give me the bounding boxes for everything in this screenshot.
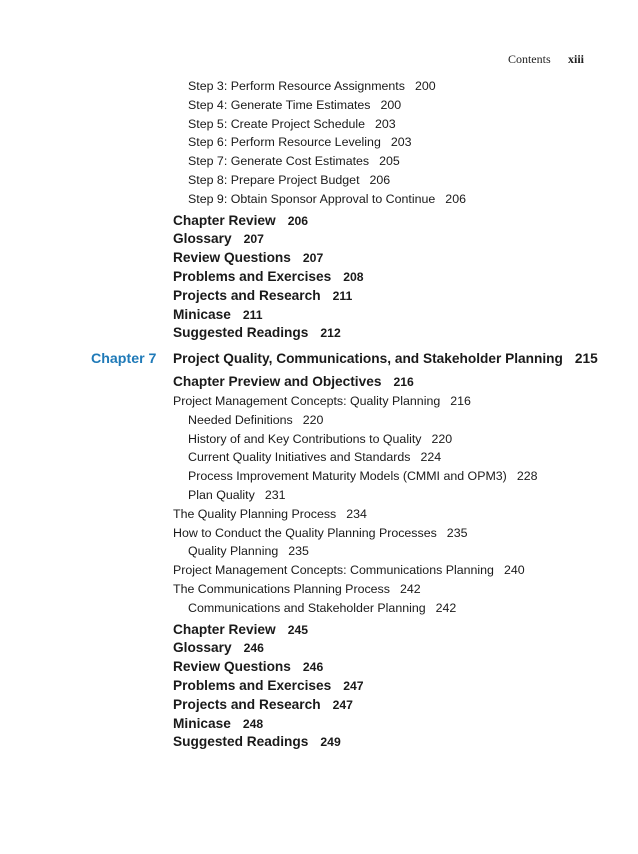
toc-entry-page: 207 <box>302 251 324 266</box>
toc-entry-page: 203 <box>375 116 396 131</box>
toc-entry-page: 211 <box>332 288 353 303</box>
toc-entry-title: Problems and Exercises <box>173 677 332 693</box>
toc-entry-suggested-readings[interactable] <box>0 733 638 752</box>
toc-entry-page: 234 <box>346 506 367 521</box>
toc-entry-title: Step 4: Generate Time Estimates <box>188 97 371 112</box>
toc-entry-page: 216 <box>450 393 471 408</box>
toc-entry-minicase[interactable] <box>0 715 638 734</box>
toc-entry-page: 206 <box>369 172 391 187</box>
toc-entry-title: Needed Definitions <box>188 412 293 427</box>
toc-entry-page: 228 <box>516 469 538 484</box>
toc-entry-page: 220 <box>431 431 453 446</box>
toc-entry-title: Review Questions <box>173 659 291 675</box>
toc-entry-projects-and-research[interactable] <box>0 287 638 306</box>
toc-entry-title: Suggested Readings <box>173 325 309 341</box>
toc-entry-chapter-review[interactable] <box>0 621 638 640</box>
toc-entry-title: Review Questions <box>173 250 291 266</box>
toc-entry-needed-definitions[interactable] <box>0 411 638 430</box>
toc-entry-title: Chapter Review <box>173 621 276 637</box>
chapter-title: Project Quality, Communications, and Stakeholder Planning <box>173 351 563 367</box>
toc-entry-page: 249 <box>320 735 341 750</box>
toc-entry-title: Projects and Research <box>173 696 321 712</box>
toc-entry-page: 212 <box>320 326 341 341</box>
toc-entry-page: 206 <box>445 191 466 206</box>
toc-entry-communications-planning-concepts[interactable] <box>0 561 638 580</box>
toc-entry-title: Process Improvement Maturity Models (CMMI and OPM3) <box>188 469 507 484</box>
toc-entry-glossary[interactable] <box>0 230 638 249</box>
toc-entry-title: Minicase <box>173 306 231 322</box>
toc-entry-title: Step 9: Obtain Sponsor Approval to Continue <box>188 191 436 206</box>
toc-entry-review-questions[interactable] <box>0 249 638 268</box>
toc-entry-page: 211 <box>242 307 263 322</box>
toc-entry-page: 245 <box>287 622 309 637</box>
toc-entry-problems-and-exercises[interactable] <box>0 268 638 287</box>
toc-entry-history-of-quality[interactable] <box>0 430 638 449</box>
toc-entry-title: Project Management Concepts: Quality Planning <box>173 393 441 408</box>
chapter-page: 215 <box>574 351 598 367</box>
toc-entry-step-7[interactable] <box>0 152 638 171</box>
toc-entry-title: Minicase <box>173 715 231 731</box>
toc-entry-title: Communications and Stakeholder Planning <box>188 600 426 615</box>
toc-entry-maturity-models[interactable] <box>0 467 638 486</box>
toc-entry-glossary[interactable] <box>0 639 638 658</box>
toc-entry-chapter-preview[interactable] <box>0 373 638 392</box>
toc-entry-minicase[interactable] <box>0 306 638 325</box>
toc-entry-page: 216 <box>393 375 414 390</box>
toc-entry-step-9[interactable] <box>0 190 638 209</box>
toc-entry-title: Glossary <box>173 231 232 247</box>
toc-entry-title: How to Conduct the Quality Planning Processes <box>173 525 437 540</box>
toc-entry-title: Step 7: Generate Cost Estimates <box>188 154 370 169</box>
toc-entry-title: Suggested Readings <box>173 734 309 750</box>
toc-entry-page: 200 <box>414 79 436 93</box>
toc-entry-quality-initiatives[interactable] <box>0 448 638 467</box>
toc-entry-title: The Quality Planning Process <box>173 506 337 521</box>
toc-entry-page: 235 <box>446 525 468 540</box>
toc-entry-title: Quality Planning <box>188 544 279 559</box>
running-head <box>508 52 584 67</box>
toc-entry-page: 248 <box>242 716 264 731</box>
toc-entry-step-3[interactable] <box>0 77 638 96</box>
toc-entry-page: 242 <box>399 581 421 596</box>
toc-entry-plan-quality[interactable] <box>0 486 638 505</box>
toc-entry-how-to-conduct[interactable] <box>0 524 638 543</box>
toc-entry-page: 208 <box>343 269 364 284</box>
toc-entry-step-5[interactable] <box>0 115 638 134</box>
table-of-contents <box>0 77 638 752</box>
toc-entry-title: Current Quality Initiatives and Standards <box>188 450 411 465</box>
toc-entry-title: Problems and Exercises <box>173 268 332 284</box>
toc-entry-page: 247 <box>343 678 364 693</box>
toc-entry-title: Chapter Preview and Objectives <box>173 374 382 390</box>
toc-entry-page: 240 <box>503 563 525 578</box>
toc-entry-title: Plan Quality <box>188 487 255 502</box>
toc-entry-title: Chapter Review <box>173 212 276 228</box>
toc-entry-step-8[interactable] <box>0 171 638 190</box>
toc-entry-page: 247 <box>332 697 353 712</box>
toc-entry-page: 220 <box>302 412 324 427</box>
toc-entry-quality-planning-process[interactable] <box>0 505 638 524</box>
running-head-page-number: xiii <box>567 52 584 66</box>
toc-entry-page: 231 <box>264 487 286 502</box>
toc-entry-title: Step 3: Perform Resource Assignments <box>188 79 405 93</box>
toc-entry-communications-planning-process[interactable] <box>0 580 638 599</box>
toc-entry-suggested-readings[interactable] <box>0 324 638 343</box>
toc-entry-step-6[interactable] <box>0 133 638 152</box>
toc-entry-title: Step 8: Prepare Project Budget <box>188 172 360 187</box>
running-head-label: Contents <box>507 52 551 66</box>
toc-entry-page: 242 <box>435 600 457 615</box>
toc-entry-communications-stakeholder-planning[interactable] <box>0 599 638 618</box>
toc-entry-page: 235 <box>288 544 309 559</box>
toc-entry-quality-planning[interactable] <box>0 542 638 561</box>
toc-entry-title: Step 5: Create Project Schedule <box>188 116 366 131</box>
toc-entry-page: 205 <box>379 154 400 169</box>
toc-entry-page: 224 <box>420 450 442 465</box>
toc-entry-title: Step 6: Perform Resource Leveling <box>188 135 381 150</box>
toc-entry-quality-planning-concepts[interactable] <box>0 392 638 411</box>
toc-entry-title: Glossary <box>173 640 232 656</box>
toc-entry-projects-and-research[interactable] <box>0 696 638 715</box>
toc-entry-page: 246 <box>302 660 324 675</box>
toc-entry-page: 203 <box>390 135 412 150</box>
toc-entry-page: 246 <box>243 641 264 656</box>
toc-entry-title: Projects and Research <box>173 287 321 303</box>
chapter-label: Chapter 7 <box>91 351 157 368</box>
toc-entry-title: History of and Key Contributions to Quality <box>188 431 422 446</box>
toc-entry-page: 206 <box>287 213 309 228</box>
toc-entry-title: Project Management Concepts: Communications Planning <box>173 563 494 578</box>
toc-entry-page: 200 <box>380 97 402 112</box>
toc-entry-title: The Communications Planning Process <box>173 581 390 596</box>
toc-chapter-7[interactable] <box>0 349 638 369</box>
toc-entry-page: 207 <box>243 232 264 247</box>
toc-entry-problems-and-exercises[interactable] <box>0 677 638 696</box>
toc-entry-chapter-review[interactable] <box>0 212 638 231</box>
toc-entry-step-4[interactable] <box>0 96 638 115</box>
toc-entry-review-questions[interactable] <box>0 658 638 677</box>
